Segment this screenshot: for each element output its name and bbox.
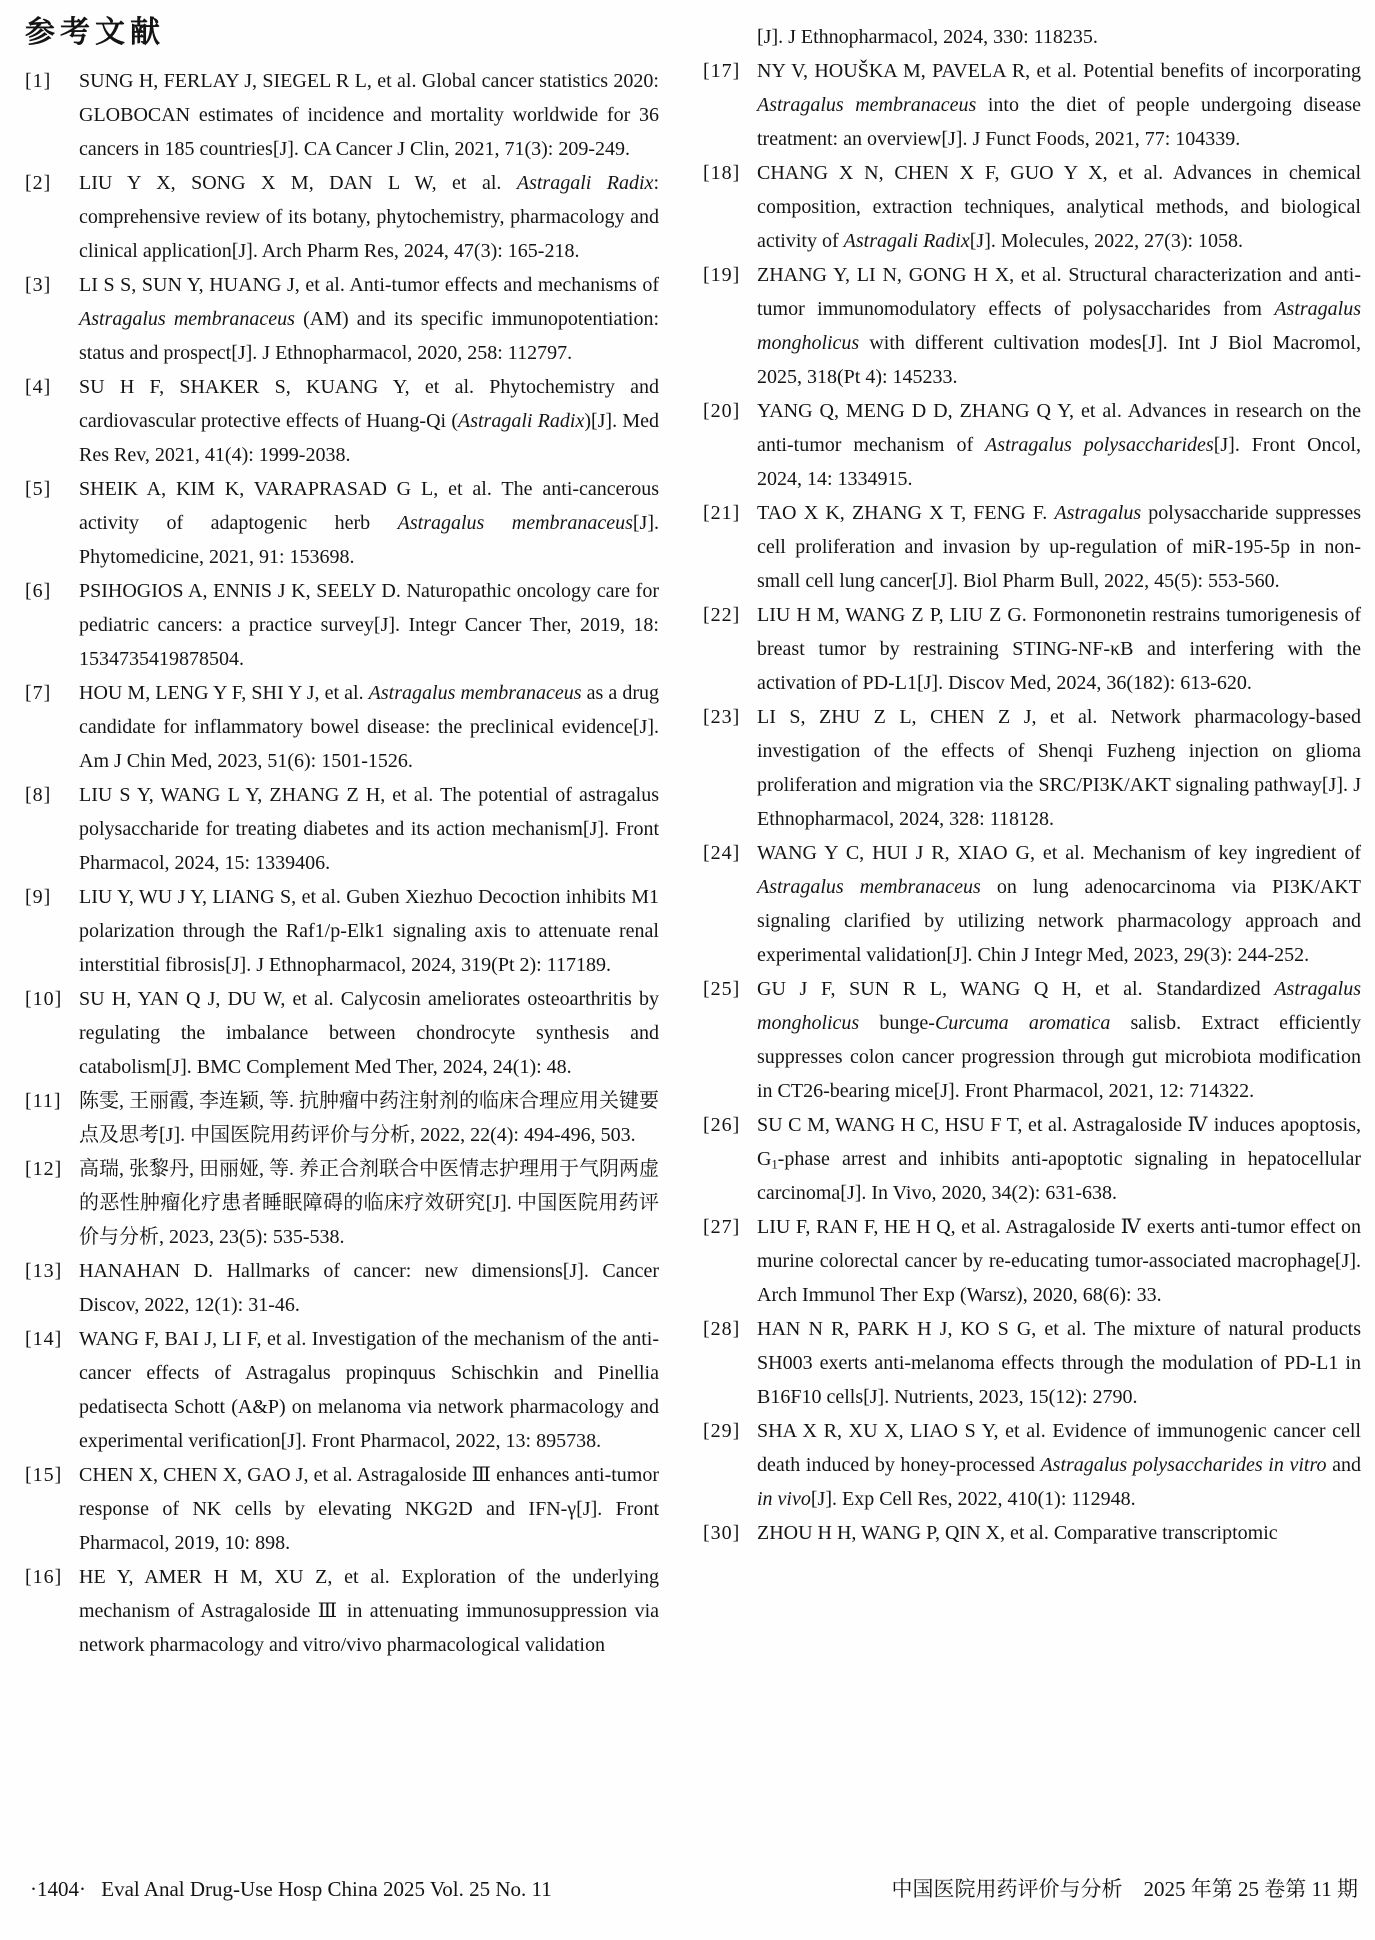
reference-label: [28] bbox=[703, 1318, 741, 1340]
reference-item bbox=[703, 20, 1361, 54]
reference-text: CHANG X N, CHEN X F, GUO Y X, et al. Advances in chemical composition, extraction techniques, analytical methods, and biological activity of Astragali Radix[J]. Molecules, 2022, 27(3): 1058. bbox=[757, 162, 1361, 252]
reference-item bbox=[703, 1414, 1361, 1516]
reference-item bbox=[703, 394, 1361, 496]
reference-text: HAN N R, PARK H J, KO S G, et al. The mixture of natural products SH003 exerts anti-melanoma effects through the modulation of PD-L1 in B16F10 cells[J]. Nutrients, 2023, 15(12): 2790. bbox=[757, 1318, 1361, 1408]
reference-item bbox=[703, 496, 1361, 598]
reference-item bbox=[25, 676, 659, 778]
reference-item bbox=[703, 1312, 1361, 1414]
reference-text: NY V, HOUŠKA M, PAVELA R, et al. Potential benefits of incorporating Astragalus membranaceus into the diet of people undergoing disease treatment: an overview[J]. J Funct Foods, 2021, 77: 104339. bbox=[757, 60, 1361, 150]
reference-item bbox=[703, 156, 1361, 258]
reference-text: TAO X K, ZHANG X T, FENG F. Astragalus polysaccharide suppresses cell proliferation and invasion by up-regulation of miR-195-5p in non-small cell lung cancer[J]. Biol Pharm Bull, 2022, 45(5): 553-560. bbox=[757, 502, 1361, 592]
reference-text: LI S S, SUN Y, HUANG J, et al. Anti-tumor effects and mechanisms of Astragalus membranaceus (AM) and its specific immunopotentiation: status and prospect[J]. J Ethnopharmacol, 2020, 258: 112797. bbox=[79, 274, 660, 364]
reference-label: [24] bbox=[703, 842, 741, 864]
reference-label: [20] bbox=[703, 400, 741, 422]
reference-label: [3] bbox=[25, 274, 52, 296]
reference-label: [5] bbox=[25, 478, 52, 500]
footer-left bbox=[30, 1874, 562, 1904]
footer-journal-en: Eval Anal Drug-Use Hosp China 2025 Vol. 25 No. 11 bbox=[101, 1877, 552, 1901]
reference-text: SU H, YAN Q J, DU W, et al. Calycosin ameliorates osteoarthritis by regulating the imbalance between chondrocyte synthesis and catabolism[J]. BMC Complement Med Ther, 2024, 24(1): 48. bbox=[79, 988, 659, 1078]
reference-text: SHA X R, XU X, LIAO S Y, et al. Evidence of immunogenic cancer cell death induced by honey-processed Astragalus polysaccharides in vitro and in vivo[J]. Exp Cell Res, 2022, 410(1): 112948. bbox=[757, 1420, 1361, 1510]
reference-text: GU J F, SUN R L, WANG Q H, et al. Standardized Astragalus mongholicus bunge-Curcuma aromatica salisb. Extract efficiently suppresses colon cancer progression through gut microbiota modification in CT26-bearing mice[J]. Front Pharmacol, 2021, 12: 714322. bbox=[757, 978, 1361, 1102]
reference-label: [13] bbox=[25, 1260, 63, 1282]
reference-label: [18] bbox=[703, 162, 741, 184]
reference-text: LIU S Y, WANG L Y, ZHANG Z H, et al. The potential of astragalus polysaccharide for treating diabetes and its action mechanism[J]. Front Pharmacol, 2024, 15: 1339406. bbox=[79, 784, 659, 874]
reference-text: HANAHAN D. Hallmarks of cancer: new dimensions[J]. Cancer Discov, 2022, 12(1): 31-46. bbox=[79, 1260, 659, 1316]
reference-item bbox=[703, 836, 1361, 972]
reference-text: LIU H M, WANG Z P, LIU Z G. Formononetin restrains tumorigenesis of breast tumor by restraining STING-NF-κB and interfering with the activation of PD-L1[J]. Discov Med, 2024, 36(182): 613-620. bbox=[757, 604, 1361, 694]
reference-label: [4] bbox=[25, 376, 52, 398]
reference-text: ZHANG Y, LI N, GONG H X, et al. Structural characterization and anti-tumor immunomodulatory effects of polysaccharides from Astragalus mongholicus with different cultivation modes[J]. Int J Biol Macromol, 2025, 318(Pt 4): 145233. bbox=[757, 264, 1361, 388]
section-title: 参考文献 bbox=[25, 16, 165, 49]
reference-text: HOU M, LENG Y F, SHI Y J, et al. Astragalus membranaceus as a drug candidate for inflammatory bowel disease: the preclinical evidence[J]. Am J Chin Med, 2023, 51(6): 1501-1526. bbox=[79, 682, 660, 772]
reference-label: [19] bbox=[703, 264, 741, 286]
reference-text: LIU Y X, SONG X M, DAN L W, et al. Astragali Radix: comprehensive review of its botany, phytochemistry, pharmacology and clinical application[J]. Arch Pharm Res, 2024, 47(3): 165-218. bbox=[79, 172, 659, 262]
reference-item bbox=[703, 972, 1361, 1108]
reference-item bbox=[25, 1560, 659, 1662]
reference-item bbox=[25, 982, 659, 1084]
page-number: ·1404· bbox=[30, 1877, 86, 1901]
reference-label: [25] bbox=[703, 978, 741, 1000]
reference-item bbox=[703, 1516, 1361, 1550]
reference-text: SU H F, SHAKER S, KUANG Y, et al. Phytochemistry and cardiovascular protective effects of Huang-Qi (Astragali Radix)[J]. Med Res Rev, 2021, 41(4): 1999-2038. bbox=[79, 376, 659, 466]
reference-label: [10] bbox=[25, 988, 63, 1010]
reference-label: [6] bbox=[25, 580, 52, 602]
reference-item bbox=[25, 574, 659, 676]
reference-item bbox=[703, 1210, 1361, 1312]
footer-journal-cn: 中国医院用药评价与分析 2025 年第 25 卷第 11 期 bbox=[891, 1877, 1358, 1901]
reference-item bbox=[25, 1458, 659, 1560]
reference-text: LIU Y, WU J Y, LIANG S, et al. Guben Xiezhuo Decoction inhibits M1 polarization through the Raf1/p-Elk1 signaling axis to attenuate renal interstitial fibrosis[J]. J Ethnopharmacol, 2024, 319(Pt 2): 117189. bbox=[79, 886, 659, 976]
reference-text: 陈雯, 王丽霞, 李连颖, 等. 抗肿瘤中药注射剂的临床合理应用关键要点及思考[J]. 中国医院用药评价与分析, 2022, 22(4): 494-496, 503. bbox=[79, 1090, 659, 1146]
reference-item bbox=[25, 880, 659, 982]
reference-text: [J]. J Ethnopharmacol, 2024, 330: 118235. bbox=[757, 26, 1098, 48]
reference-item bbox=[703, 54, 1361, 156]
reference-text: LIU F, RAN F, HE H Q, et al. Astragaloside Ⅳ exerts anti-tumor effect on murine colorectal cancer by re-educating tumor-associated macrophage[J]. Arch Immunol Ther Exp (Warsz), 2020, 68(6): 33. bbox=[757, 1216, 1361, 1306]
reference-item bbox=[703, 1108, 1361, 1210]
reference-text: SUNG H, FERLAY J, SIEGEL R L, et al. Global cancer statistics 2020: GLOBOCAN estimates of incidence and mortality worldwide for 36 cancers in 185 countries[J]. CA Cancer J Clin, 2021, 71(3): 209-249. bbox=[79, 70, 659, 160]
reference-text: LI S, ZHU Z L, CHEN Z J, et al. Network pharmacology-based investigation of the effects of Shenqi Fuzheng injection on glioma proliferation and migration via the SRC/PI3K/AKT signaling pathway[J]. J Ethnopharmacol, 2024, 328: 118128. bbox=[757, 706, 1361, 830]
reference-item bbox=[25, 166, 659, 268]
reference-label: [1] bbox=[25, 70, 52, 92]
reference-text: HE Y, AMER H M, XU Z, et al. Exploration of the underlying mechanism of Astragaloside Ⅲ in attenuating immunosuppression via network pharmacology and vitro/vivo pharmacological validation bbox=[79, 1566, 659, 1656]
reference-item bbox=[25, 64, 659, 166]
page-footer bbox=[30, 1874, 1358, 1904]
reference-text: WANG F, BAI J, LI F, et al. Investigation of the mechanism of the anti-cancer effects of Astragalus propinquus Schischkin and Pinellia pedatisecta Schott (A&P) on melanoma via network pharmacology and experimental verification[J]. Front Pharmacol, 2022, 13: 895738. bbox=[79, 1328, 659, 1452]
reference-label: [30] bbox=[703, 1522, 741, 1544]
reference-label: [9] bbox=[25, 886, 52, 908]
reference-text: SHEIK A, KIM K, VARAPRASAD G L, et al. The anti-cancerous activity of adaptogenic herb Astragalus membranaceus[J]. Phytomedicine, 2021, 91: 153698. bbox=[79, 478, 659, 568]
reference-label: [8] bbox=[25, 784, 52, 806]
reference-item bbox=[25, 778, 659, 880]
reference-item bbox=[25, 1322, 659, 1458]
reference-text: SU C M, WANG H C, HSU F T, et al. Astragaloside Ⅳ induces apoptosis, G1-phase arrest and inhibits anti-apoptotic signaling in hepatocellular carcinoma[J]. In Vivo, 2020, 34(2): 631-638. bbox=[757, 1114, 1361, 1204]
reference-label: [29] bbox=[703, 1420, 741, 1442]
reference-label: [22] bbox=[703, 604, 741, 626]
reference-label: [16] bbox=[25, 1566, 63, 1588]
reference-text: 高瑞, 张黎丹, 田丽娅, 等. 养正合剂联合中医情志护理用于气阴两虚的恶性肿瘤化疗患者睡眠障碍的临床疗效研究[J]. 中国医院用药评价与分析, 2023, 23(5): 535-538. bbox=[79, 1158, 659, 1248]
reference-text: YANG Q, MENG D D, ZHANG Q Y, et al. Advances in research on the anti-tumor mechanism of Astragalus polysaccharides[J]. Front Oncol, 2024, 14: 1334915. bbox=[757, 400, 1361, 490]
reference-item bbox=[25, 268, 659, 370]
references-column-left bbox=[25, 14, 659, 1662]
reference-item bbox=[25, 472, 659, 574]
reference-label: [12] bbox=[25, 1158, 63, 1180]
reference-label: [2] bbox=[25, 172, 52, 194]
reference-item bbox=[703, 700, 1361, 836]
reference-item bbox=[25, 1254, 659, 1322]
reference-text: PSIHOGIOS A, ENNIS J K, SEELY D. Naturopathic oncology care for pediatric cancers: a practice survey[J]. Integr Cancer Ther, 2019, 18: 1534735419878504. bbox=[79, 580, 659, 670]
reference-label: [7] bbox=[25, 682, 52, 704]
reference-item bbox=[25, 370, 659, 472]
reference-label: [23] bbox=[703, 706, 741, 728]
reference-label: [17] bbox=[703, 60, 741, 82]
reference-item bbox=[703, 598, 1361, 700]
reference-label: [15] bbox=[25, 1464, 63, 1486]
reference-text: ZHOU H H, WANG P, QIN X, et al. Comparative transcriptomic bbox=[757, 1522, 1278, 1544]
reference-label: [21] bbox=[703, 502, 741, 524]
reference-item bbox=[703, 258, 1361, 394]
reference-label: [27] bbox=[703, 1216, 741, 1238]
reference-item bbox=[25, 1084, 659, 1152]
reference-text: CHEN X, CHEN X, GAO J, et al. Astragaloside Ⅲ enhances anti-tumor response of NK cells by elevating NKG2D and IFN-γ[J]. Front Pharmacol, 2019, 10: 898. bbox=[79, 1464, 659, 1554]
reference-label: [11] bbox=[25, 1090, 62, 1112]
reference-list-right bbox=[703, 20, 1361, 1550]
reference-list-left bbox=[25, 64, 659, 1662]
reference-item bbox=[25, 1152, 659, 1254]
reference-text: WANG Y C, HUI J R, XIAO G, et al. Mechanism of key ingredient of Astragalus membranaceus on lung adenocarcinoma via PI3K/AKT signaling clarified by utilizing network pharmacology approach and experimental validation[J]. Chin J Integr Med, 2023, 29(3): 244-252. bbox=[757, 842, 1362, 966]
reference-label: [26] bbox=[703, 1114, 741, 1136]
reference-label: [14] bbox=[25, 1328, 63, 1350]
